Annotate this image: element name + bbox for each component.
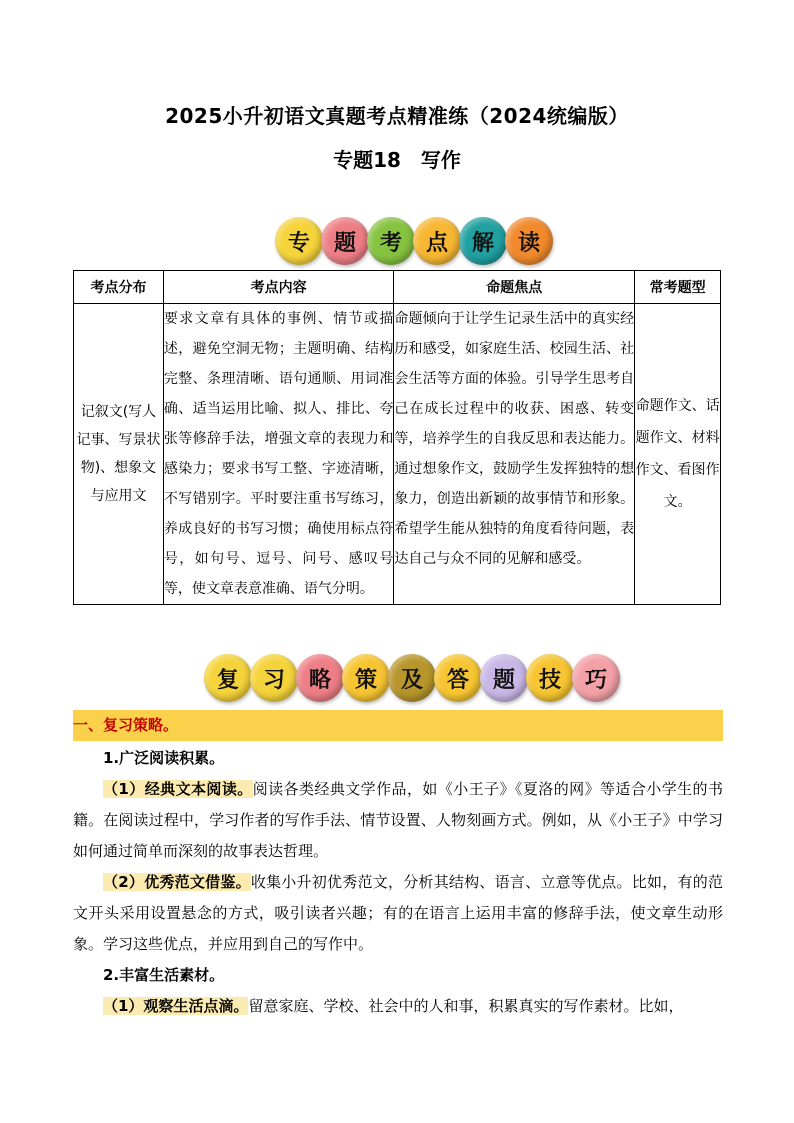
paragraph-classic-reading — [73, 774, 723, 867]
banner-topic-analysis — [275, 217, 551, 265]
banner2-char-5: 答 — [434, 654, 482, 702]
topic-table — [73, 270, 721, 605]
topic-title: 专题18 写作 — [333, 148, 461, 172]
text-model-essays: 收集小升初优秀范文，分析其结构、语言、立意等优点。比如，有的范文开头采用设置悬念的方式，吸引读者兴趣；有的在语言上运用丰富的修辞手法，使文章生动形象。学习这些优点，并应用到自己的写作中。 — [73, 873, 723, 953]
banner1-char-0: 专 — [275, 217, 323, 265]
banner1-char-1: 题 — [321, 217, 369, 265]
header-focus: 命题焦点 — [394, 271, 635, 304]
cell-focus: 命题倾向于让学生记录生活中的真实经历和感受，如家庭生活、校园生活、社会生活等方面的体验。引导学生思考自己在成长过程中的收获、困惑、转变等，培养学生的自我反思和表达能力。通过想象作文，鼓励学生发挥独特的想象力，创造出新颖的故事情节和形象。希望学生能从独特的角度看待问题，表达自己与众不同的见解和感受。 — [394, 304, 635, 605]
banner1-char-4: 解 — [459, 217, 507, 265]
banner2-char-0: 复 — [204, 654, 252, 702]
banner2-char-6: 题 — [480, 654, 528, 702]
banner2-char-7: 技 — [526, 654, 574, 702]
document-title: 2025小升初语文真题考点精准练（2024统编版） — [165, 104, 629, 128]
label-classic-reading: （1）经典文本阅读。 — [103, 780, 253, 798]
banner2-char-1: 习 — [250, 654, 298, 702]
subheading-life-material: 2.丰富生活素材。 — [103, 966, 225, 984]
table-row — [74, 304, 721, 605]
banner1-char-2: 考 — [367, 217, 415, 265]
banner2-char-8: 巧 — [572, 654, 620, 702]
header-types: 常考题型 — [635, 271, 721, 304]
banner1-char-5: 读 — [505, 217, 553, 265]
banner1-char-3: 点 — [413, 217, 461, 265]
cell-types: 命题作文、话题作文、材料作文、看图作文。 — [635, 304, 721, 605]
banner2-char-4: 及 — [388, 654, 436, 702]
header-content: 考点内容 — [163, 271, 393, 304]
text-observe-life: 留意家庭、学校、社会中的人和事，积累真实的写作素材。比如， — [248, 997, 684, 1015]
label-observe-life: （1）观察生活点滴。 — [103, 997, 249, 1015]
cell-distribution: 记叙文(写人记事、写景状物)、想象文与应用文 — [74, 304, 164, 605]
cell-content: 要求文章有具体的事例、情节或描述，避免空洞无物；主题明确、结构完整、条理清晰、语句通顺、用词准确、适当运用比喻、拟人、排比、夸张等修辞手法，增强文章的表现力和感染力；要求书写工整、字迹清晰，不写错别字。平时要注重书写练习，养成良好的书写习惯；确使用标点符号，如句号、逗号、问号、感叹号等，使文章表意准确、语气分明。 — [163, 304, 393, 605]
paragraph-model-essays — [73, 867, 723, 960]
table-header-row — [74, 271, 721, 304]
banner2-char-2: 略 — [296, 654, 344, 702]
text-classic-reading: 阅读各类经典文学作品，如《小王子》《夏洛的网》等适合小学生的书籍。在阅读过程中，学习作者的写作手法、情节设置、人物刻画方式。例如，从《小王子》中学习如何通过简单而深刻的故事表达哲理。 — [73, 780, 723, 860]
header-distribution: 考点分布 — [74, 271, 164, 304]
paragraph-observe-life — [73, 991, 723, 1022]
subheading-reading: 1.广泛阅读积累。 — [103, 749, 225, 767]
banner-review-strategy — [204, 654, 618, 702]
label-model-essays: （2）优秀范文借鉴。 — [103, 873, 251, 891]
section-heading: 一、复习策略。 — [73, 710, 723, 741]
banner2-char-3: 策 — [342, 654, 390, 702]
